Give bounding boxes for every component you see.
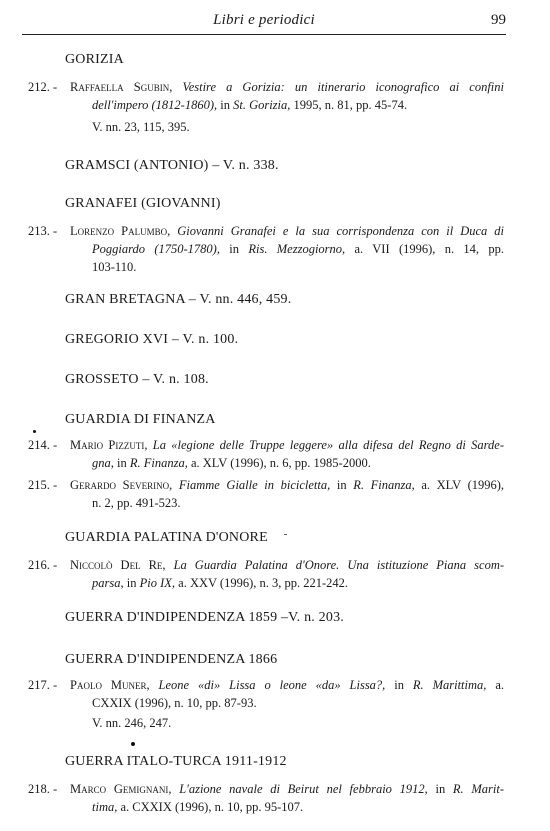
entry-line xyxy=(92,96,504,114)
section-heading-gregorio: GREGORIO XVI – V. n. 100. xyxy=(65,332,239,347)
page-number: 99 xyxy=(491,12,506,28)
section-heading-granafei: GRANAFEI (GIOVANNI) xyxy=(65,196,221,211)
entry-in: in xyxy=(126,576,137,590)
entry-line xyxy=(92,454,504,472)
entry-number: 213. - xyxy=(28,224,58,238)
entry-line: 103-110. xyxy=(92,260,137,274)
section-heading-guerra-1866: GUERRA D'INDIPENDENZA 1866 xyxy=(65,652,278,667)
entry-citation: CXXIX (1996), n. 10, pp. 87-93. xyxy=(92,696,257,710)
entry-in: in xyxy=(229,242,240,256)
entry-in: in xyxy=(220,98,230,112)
section-heading-gorizia: GORIZIA xyxy=(65,52,124,67)
entry-line xyxy=(70,780,504,798)
entry-citation: a. XXV (1996), n. 3, pp. 221-242. xyxy=(178,576,349,590)
section-heading-guerra-italo-turca: GUERRA ITALO-TURCA 1911-1912 xyxy=(65,754,287,769)
entry-title: Vestire a Gorizia: un itinerario iconografico ai confini xyxy=(182,80,504,94)
entry-line xyxy=(92,494,504,512)
entry-number: 214. - xyxy=(28,438,58,452)
entry-author: Gerardo Severino, xyxy=(70,478,173,492)
entry-line xyxy=(92,694,504,712)
entry-number: 218. - xyxy=(28,782,58,796)
section-heading-guerra-1859: GUERRA D'INDIPENDENZA 1859 –V. n. 203. xyxy=(65,610,344,625)
entry-number: 217. - xyxy=(28,678,58,692)
entry-line xyxy=(92,798,504,816)
entry-in: in xyxy=(435,782,446,796)
entry-citation: n. 2, pp. 491-523. xyxy=(92,496,181,510)
entry-title: Leone «di» Lissa o leone «da» Lissa?, xyxy=(158,678,386,692)
entry-number: 215. - xyxy=(28,478,58,492)
entry-author: Lorenzo Palumbo, xyxy=(70,224,171,238)
header-rule xyxy=(22,34,506,35)
entry-title: dell'impero (1812-1860), xyxy=(92,98,218,112)
entry-line xyxy=(70,436,504,454)
entry-journal: R. Marittima, xyxy=(412,678,487,692)
entry-in: in xyxy=(336,478,347,492)
entry-title: Fiamme Gialle in bicicletta, xyxy=(178,478,331,492)
section-heading-gramsci: GRAMSCI (ANTONIO) – V. n. 338. xyxy=(65,158,279,173)
see-also-217: V. nn. 246, 247. xyxy=(92,716,172,730)
running-head-title: Libri e periodici xyxy=(213,12,315,28)
entry-author: Marco Gemignani, xyxy=(70,782,172,796)
entry-author: Raffaella Sgubin, xyxy=(70,80,173,94)
entry-citation: 1995, n. 81, pp. 45-74. xyxy=(293,98,408,112)
entry-title: parsa, xyxy=(92,576,124,590)
entry-journal: R. Marit- xyxy=(452,782,505,796)
entry-author: Mario Pizzuti, xyxy=(70,438,148,452)
running-head xyxy=(22,12,506,34)
entry-title: L'azione navale di Beirut nel febbraio 1912, xyxy=(179,782,428,796)
section-heading-grosseto: GROSSETO – V. n. 108. xyxy=(65,372,209,387)
entry-journal: Ris. Mezzogiorno, xyxy=(248,242,346,256)
entry-citation: a. VII (1996), n. 14, pp. xyxy=(354,242,505,256)
entry-in: in xyxy=(117,456,127,470)
entry-author: Paolo Muner, xyxy=(70,678,150,692)
entry-number: 212. - xyxy=(28,80,58,94)
entry-line xyxy=(70,476,504,494)
entry-title: gna, xyxy=(92,456,114,470)
margin-mark xyxy=(131,742,135,746)
entry-journal: tima, xyxy=(92,800,118,814)
entry-citation: a. XLV (1996), n. 6, pp. 1985-2000. xyxy=(190,456,371,470)
entry-author: Niccolò Del Re, xyxy=(70,558,166,572)
section-heading-guardia-palatina: GUARDIA PALATINA D'ONORE xyxy=(65,530,268,545)
entry-title: Giovanni Granafei e la sua corrispondenza con il Duca di xyxy=(177,224,504,238)
entry-journal: St. Gorizia, xyxy=(233,98,291,112)
entry-in: in xyxy=(394,678,404,692)
entry-citation: a. xyxy=(495,678,504,692)
entry-citation: a. CXXIX (1996), n. 10, pp. 95-107. xyxy=(120,800,304,814)
section-heading-gran-bretagna: GRAN BRETAGNA – V. nn. 446, 459. xyxy=(65,292,292,307)
entry-line xyxy=(70,556,504,574)
entry-line xyxy=(70,676,504,694)
see-also-212: V. nn. 23, 115, 395. xyxy=(92,120,190,134)
entry-title: La «legione delle Truppe leggere» alla difesa del Regno di Sarde- xyxy=(152,438,504,452)
entry-title: Poggiardo (1750-1780), xyxy=(92,242,220,256)
margin-mark xyxy=(33,430,36,433)
print-speck xyxy=(284,534,287,535)
entry-line xyxy=(92,240,504,258)
entry-journal: R. Finanza, xyxy=(353,478,415,492)
entry-line xyxy=(70,78,504,96)
entry-number: 216. - xyxy=(28,558,58,572)
entry-citation: a. XLV (1996), xyxy=(421,478,505,492)
entry-journal: R. Finanza, xyxy=(129,456,188,470)
section-heading-guardia-finanza: GUARDIA DI FINANZA xyxy=(65,412,216,427)
entry-line xyxy=(70,222,504,240)
entry-line xyxy=(92,574,504,592)
entry-title: La Guardia Palatina d'Onore. Una istituzione Piana scom- xyxy=(173,558,505,572)
entry-journal: Pio IX, xyxy=(139,576,176,590)
